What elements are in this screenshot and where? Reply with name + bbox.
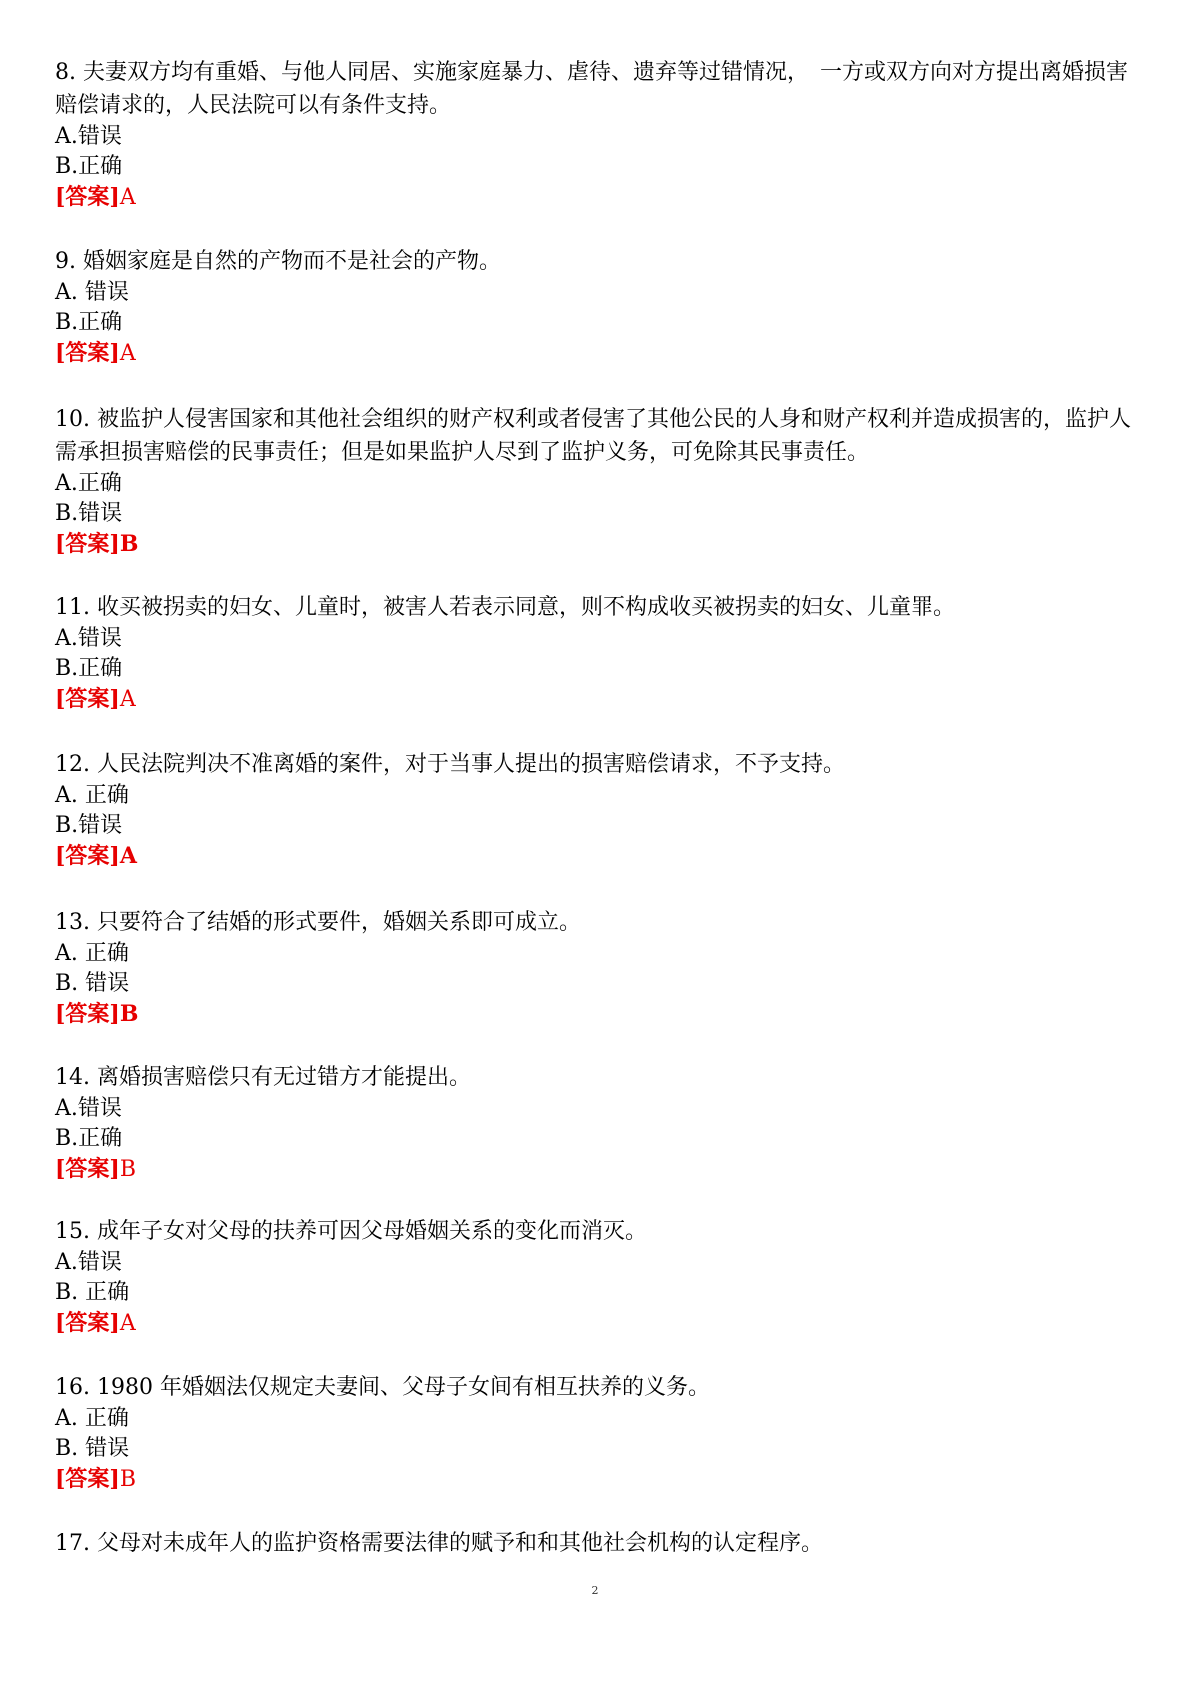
- question-text: 17. 父母对未成年人的监护资格需要法律的赋予和和其他社会机构的认定程序。: [55, 1531, 823, 1556]
- question-9: [55, 245, 1145, 369]
- answer-value: B: [119, 1157, 136, 1182]
- answer-line: [55, 684, 1145, 715]
- answer-value: A: [119, 843, 137, 869]
- answer-label: [答案]: [55, 1156, 120, 1182]
- option-a: A.错误: [55, 1250, 122, 1275]
- question-16: [55, 1371, 1145, 1495]
- option-b: B. 错误: [55, 1436, 130, 1461]
- option-a: A.错误: [55, 124, 122, 149]
- answer-line: [55, 1154, 1145, 1185]
- question-10: [55, 403, 1145, 560]
- option-b: B.错误: [55, 813, 123, 838]
- option-a: A. 正确: [55, 783, 129, 808]
- option-a: A. 正确: [55, 941, 129, 966]
- answer-line: [55, 338, 1145, 369]
- option-a: A.正确: [55, 471, 122, 496]
- answer-value: B: [119, 1467, 136, 1492]
- option-b: B.正确: [55, 154, 123, 179]
- answer-value: A: [119, 341, 136, 366]
- answer-label: [答案]: [55, 843, 120, 869]
- question-text: 13. 只要符合了结婚的形式要件，婚姻关系即可成立。: [55, 910, 581, 935]
- question-text: 16. 1980 年婚姻法仅规定夫妻间、父母子女间有相互扶养的义务。: [55, 1375, 710, 1400]
- option-b: B.正确: [55, 310, 123, 335]
- page-number: 2: [591, 1584, 599, 1597]
- option-b: B.错误: [55, 501, 123, 526]
- answer-value: B: [119, 1001, 139, 1027]
- question-text: 14. 离婚损害赔偿只有无过错方才能提出。: [55, 1065, 471, 1090]
- question-text: 10. 被监护人侵害国家和其他社会组织的财产权利或者侵害了其他公民的人身和财产权利并造成损害的，监护人需承担损害赔偿的民事责任；但是如果监护人尽到了监护义务，可免除其民事责任。: [55, 407, 1131, 465]
- answer-label: [答案]: [55, 686, 120, 712]
- question-8: [55, 56, 1145, 213]
- question-text: 12. 人民法院判决不准离婚的案件，对于当事人提出的损害赔偿请求，不予支持。: [55, 752, 845, 777]
- answer-value: A: [119, 1311, 136, 1336]
- answer-label: [答案]: [55, 1466, 120, 1492]
- answer-line: [55, 841, 1145, 872]
- question-text: 11. 收买被拐卖的妇女、儿童时，被害人若表示同意，则不构成收买被拐卖的妇女、儿童罪。: [55, 595, 955, 620]
- answer-line: [55, 182, 1145, 213]
- answer-label: [答案]: [55, 531, 120, 557]
- question-13: [55, 906, 1145, 1030]
- answer-line: [55, 999, 1145, 1030]
- option-a: A. 错误: [55, 280, 129, 305]
- question-text: 8. 夫妻双方均有重婚、与他人同居、实施家庭暴力、虐待、遗弃等过错情况， 一方或双方向对方提出离婚损害赔偿请求的，人民法院可以有条件支持。: [55, 60, 1128, 118]
- question-11: [55, 591, 1145, 715]
- option-b: B. 错误: [55, 971, 130, 996]
- option-a: A. 正确: [55, 1406, 129, 1431]
- answer-value: A: [119, 185, 136, 210]
- answer-value: B: [119, 531, 139, 557]
- option-b: B.正确: [55, 1126, 123, 1151]
- answer-label: [答案]: [55, 1310, 120, 1336]
- option-b: B.正确: [55, 656, 123, 681]
- answer-line: [55, 1308, 1145, 1339]
- option-a: A.错误: [55, 1096, 122, 1121]
- answer-label: [答案]: [55, 340, 120, 366]
- answer-value: A: [119, 687, 136, 712]
- question-12: [55, 748, 1145, 872]
- answer-label: [答案]: [55, 1001, 120, 1027]
- option-b: B. 正确: [55, 1280, 130, 1305]
- answer-label: [答案]: [55, 184, 120, 210]
- answer-line: [55, 1464, 1145, 1495]
- option-a: A.错误: [55, 626, 122, 651]
- question-15: [55, 1215, 1145, 1339]
- question-14: [55, 1061, 1145, 1185]
- question-17: [55, 1527, 1145, 1560]
- question-text: 15. 成年子女对父母的扶养可因父母婚姻关系的变化而消灭。: [55, 1219, 647, 1244]
- answer-line: [55, 529, 1145, 560]
- question-text: 9. 婚姻家庭是自然的产物而不是社会的产物。: [55, 249, 501, 274]
